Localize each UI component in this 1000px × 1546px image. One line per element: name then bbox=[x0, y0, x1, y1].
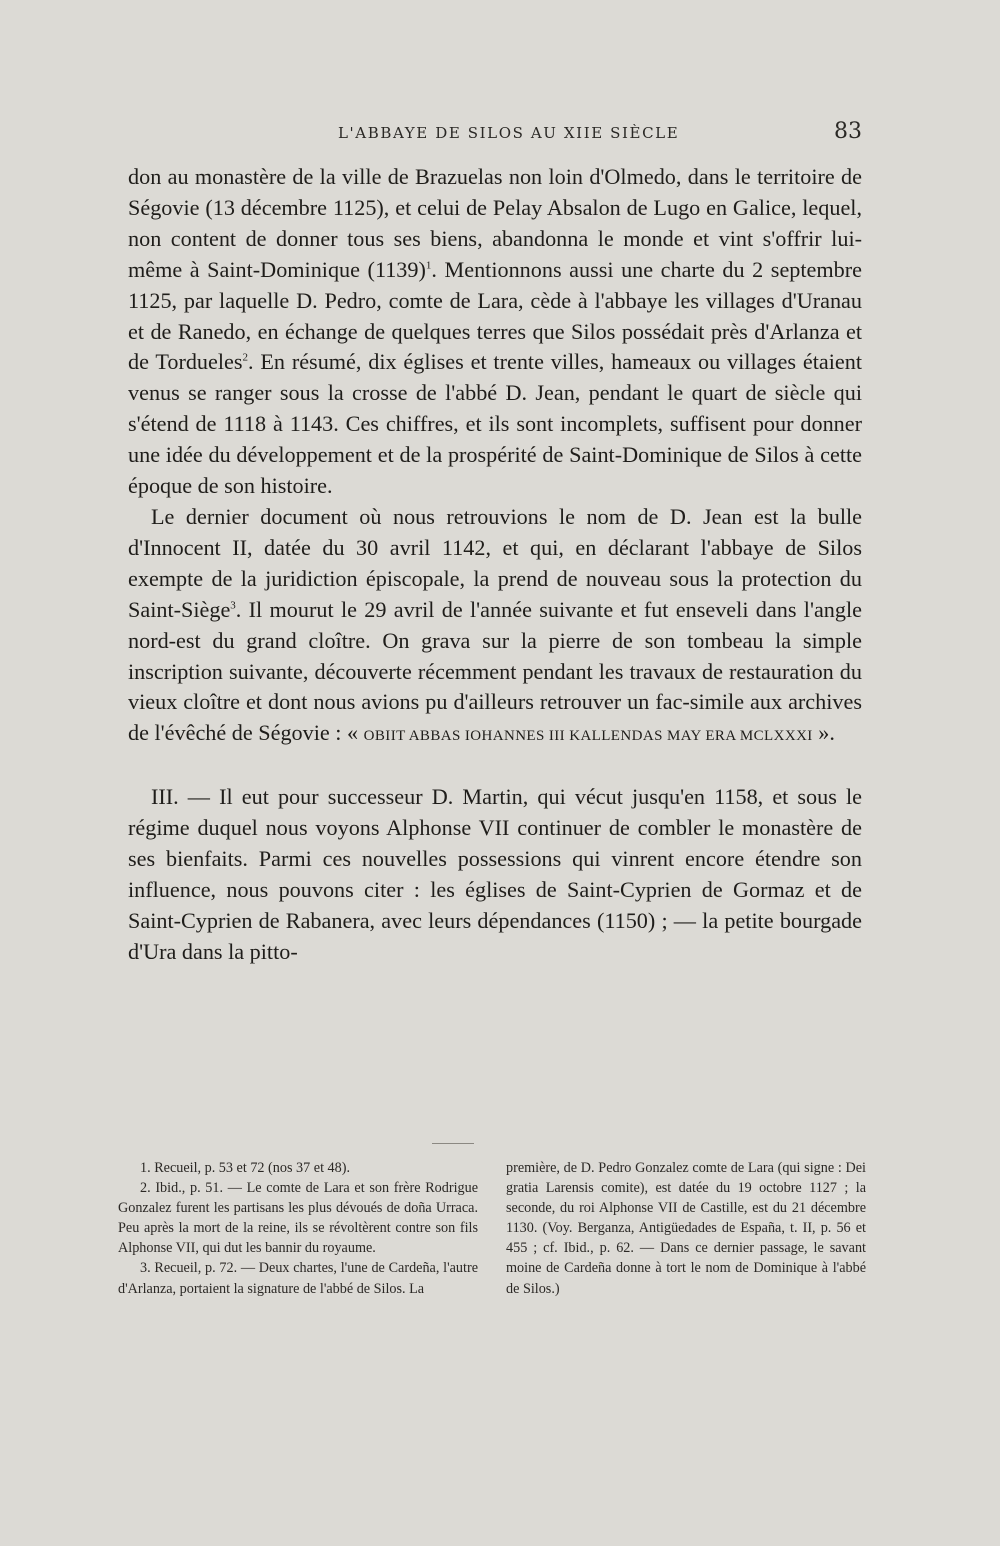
paragraph-2-text-b: . Il mourut le 29 avril de l'année suivante et fut enseveli dans l'angle nord-est du grand cloître. On grava sur la pierre de son tombeau la simple inscription suivante, découverte récemment pendant les travaux de restauration du vieux cloître et dont nous avions pu d'ailleurs retrouver un fac-simile aux archives de l'évêché de Ségovie : « bbox=[128, 596, 862, 746]
footnote-3: 3. Recueil, p. 72. — Deux chartes, l'une de Cardeña, l'autre d'Arlanza, portaient la signature de l'abbé de Silos. La bbox=[118, 1260, 478, 1297]
footnotes-right-column bbox=[506, 1158, 866, 1299]
paragraph-1-text-b: . Mentionnons aussi une charte du 2 septembre 1125, par laquelle D. Pedro, comte de Lara, cède à l'abbaye les villages d'Uranau et de Ranedo, en échange de quelques terres que Silos possédait près d'Arlanza et de Tordueles bbox=[128, 256, 862, 375]
footnote-ref-1: 1 bbox=[425, 259, 432, 272]
footnote-1: 1. Recueil, p. 53 et 72 (nos 37 et 48). bbox=[140, 1160, 351, 1176]
section-gap bbox=[128, 752, 862, 782]
footnote-rule bbox=[432, 1143, 474, 1144]
paragraph-1-text-c: . En résumé, dix églises et trente villes, hameaux ou villages étaient venus se ranger sous la crosse de l'abbé D. Jean, pendant le quart de siècle qui s'étend de 1118 à 1143. Ces chiffres, et ils sont incomplets, suffisent pour donner une idée du développement et de la prospérité de Saint-Dominique de Silos à cette époque de son histoire. bbox=[128, 349, 862, 499]
paragraph-1 bbox=[128, 162, 862, 502]
footnote-ref-2: 2 bbox=[242, 352, 249, 365]
footnotes bbox=[118, 1158, 866, 1299]
paragraph-1-text-a: don au monastère de la ville de Brazuelas non loin d'Olmedo, dans le territoire de Ségovie (13 décembre 1125), et celui de Pelay Absalon de Lugo en Galice, lequel, non content de donner tous ses biens, abandonna le monde et vint s'offrir lui-même à Saint-Dominique (1139) bbox=[128, 164, 862, 282]
footnote-ref-3: 3 bbox=[230, 599, 236, 612]
page-number: 83 bbox=[834, 119, 862, 144]
page-header bbox=[128, 112, 862, 152]
paragraph-2 bbox=[128, 502, 862, 752]
main-text bbox=[128, 162, 862, 968]
footnotes-left-column bbox=[118, 1158, 478, 1299]
footnote-2: 2. Ibid., p. 51. — Le comte de Lara et son frère Rodrigue Gonzalez furent les partisans les plus dévoués de doña Urraca. Peu après la mort de la reine, ils se révoltèrent contre son fils Alphonse VII, qui dut les bannir du royaume. bbox=[118, 1180, 478, 1257]
paragraph-3: III. — Il eut pour successeur D. Martin, qui vécut jusqu'en 1158, et sous le régime duquel nous voyons Alphonse VII continuer de combler le monastère de ses bienfaits. Parmi ces nouvelles possessions qui vinrent encore étendre son influence, nous pouvons citer : les églises de Saint-Cyprien de Gormaz et de Saint-Cyprien de Rabanera, avec leurs dépendances (1150) ; — la petite bourgade d'Ura dans la pitto- bbox=[128, 784, 862, 964]
paragraph-2-text-a: Le dernier document où nous retrouvions le nom de D. Jean est la bulle d'Innocent II, datée du 30 avril 1142, et qui, en déclarant l'abbaye de Silos exempte de la juridiction épiscopale, la prend de nouveau sous la protection du Saint-Siège bbox=[128, 503, 862, 622]
footnote-3-continued: première, de D. Pedro Gonzalez comte de Lara (qui signe : Dei gratia Larensis comite), est datée du 19 octobre 1127 ; la seconde, du roi Alphonse VII de Castille, est du 21 décembre 1130. (Voy. Berganza, Antigüedades de España, t. II, p. 56 et 455 ; cf. Ibid., p. 62. — Dans ce dernier passage, le savant moine de Cardeña donne à tort le nom de Dominique à l'abbé de Silos.) bbox=[506, 1160, 866, 1297]
paragraph-2-text-c: ». bbox=[812, 720, 835, 746]
tomb-inscription: OBIIT ABBAS IOHANNES III KALLENDAS MAY ERA MCLXXXI bbox=[363, 728, 813, 745]
running-title: L'ABBAYE DE SILOS AU XIIE SIÈCLE bbox=[338, 124, 680, 142]
